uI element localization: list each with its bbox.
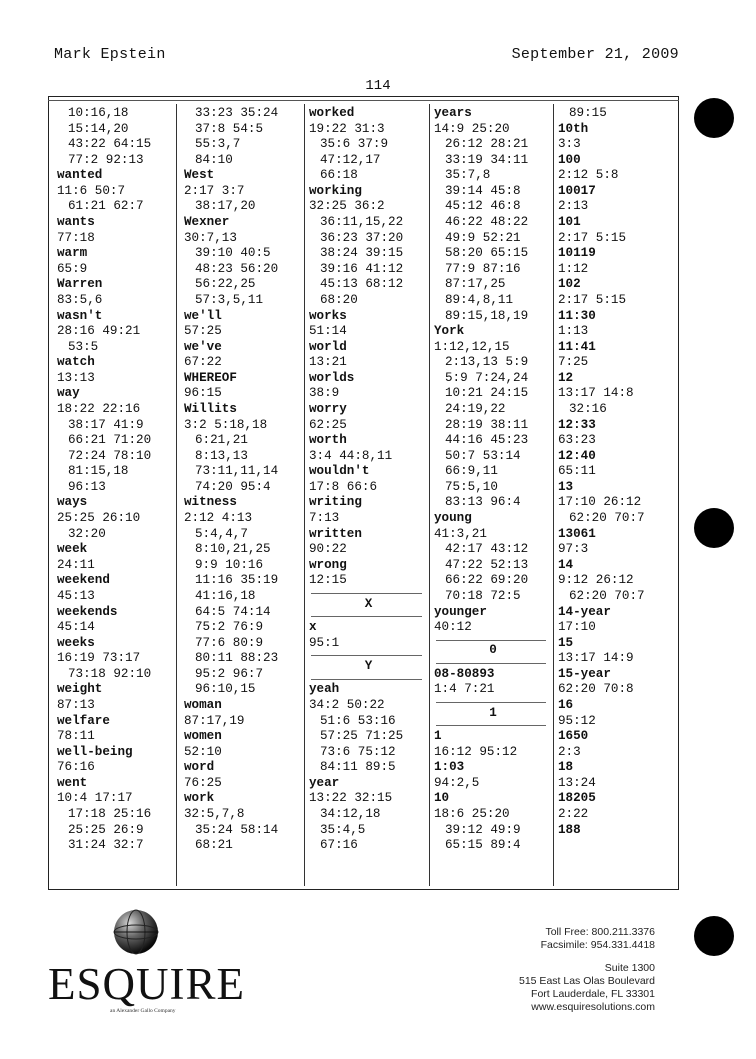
index-page-refs: 51:14 — [309, 324, 347, 339]
index-column-1 — [57, 106, 175, 854]
index-page-refs: 65:15 89:4 — [445, 838, 521, 853]
column-divider — [304, 104, 305, 886]
index-page-refs: 57:25 — [184, 324, 222, 339]
index-page-refs: 7:25 — [558, 355, 589, 370]
index-term: year — [309, 775, 340, 790]
deposition-date: September 21, 2009 — [511, 46, 679, 63]
index-term: wanted — [57, 168, 103, 183]
index-term: worth — [309, 433, 347, 448]
index-page-refs: 55:3,7 — [195, 137, 241, 152]
index-page-refs: 18:6 25:20 — [434, 806, 510, 821]
index-term: 1650 — [558, 729, 589, 744]
index-term: 16 — [558, 697, 574, 712]
binder-hole — [694, 916, 734, 956]
index-page-refs: 25:25 26:9 — [68, 822, 144, 837]
index-page-refs: 63:23 — [558, 433, 596, 448]
section-divider — [434, 659, 552, 667]
index-page-refs: 83:5,6 — [57, 292, 103, 307]
index-term: 13 — [558, 479, 574, 494]
index-page-refs: 9:12 26:12 — [558, 573, 634, 588]
column-divider — [176, 104, 177, 886]
index-page-refs: 32:5,7,8 — [184, 807, 245, 822]
index-page-refs: 26:12 28:21 — [445, 137, 529, 152]
index-page-refs: 1:4 7:21 — [434, 682, 495, 697]
index-page-refs: 16:19 73:17 — [57, 651, 141, 666]
index-page-refs: 2:17 5:15 — [558, 292, 627, 307]
index-page-refs: 2:22 — [558, 807, 589, 822]
globe-logo-icon — [112, 908, 160, 956]
index-page-refs: 87:17,25 — [445, 277, 506, 292]
index-term: writing — [309, 495, 362, 510]
toll-free-number: Toll Free: 800.211.3376 — [545, 926, 655, 938]
index-page-refs: 2:17 3:7 — [184, 183, 245, 198]
index-page-refs: 56:22,25 — [195, 277, 256, 292]
index-page-refs: 65:9 — [57, 261, 88, 276]
index-page-refs: 13:22 32:15 — [309, 791, 393, 806]
section-divider — [309, 612, 428, 620]
index-page-refs: 25:25 26:10 — [57, 511, 141, 526]
index-page-refs: 32:16 — [569, 401, 607, 416]
index-page-refs: 76:16 — [57, 760, 95, 775]
index-page-refs: 9:9 10:16 — [195, 557, 264, 572]
index-page-refs: 13:21 — [309, 355, 347, 370]
page-number: 114 — [365, 78, 391, 94]
index-page-refs: 81:15,18 — [68, 464, 129, 479]
index-page-refs: 3:2 5:18,18 — [184, 417, 268, 432]
index-page-refs: 2:13,13 5:9 — [445, 355, 529, 370]
index-term: week — [57, 542, 88, 557]
index-page-refs: 2:12 5:8 — [558, 168, 619, 183]
index-term: work — [184, 791, 215, 806]
address-city: Fort Lauderdale, FL 33301 — [531, 988, 655, 1000]
index-term: 13061 — [558, 526, 596, 541]
facsimile-number: Facsimile: 954.331.4418 — [540, 939, 655, 951]
index-term: York — [434, 324, 465, 339]
index-page-refs: 17:18 25:16 — [68, 807, 152, 822]
index-page-refs: 77:9 87:16 — [445, 261, 521, 276]
index-page-refs: 58:20 65:15 — [445, 246, 529, 261]
index-page-refs: 8:10,21,25 — [195, 542, 271, 557]
index-page-refs: 80:11 88:23 — [195, 651, 279, 666]
index-page-refs: 19:22 31:3 — [309, 121, 385, 136]
index-page-refs: 89:15 — [569, 106, 607, 120]
index-page-refs: 13:17 14:8 — [558, 386, 634, 401]
index-term: ways — [57, 495, 88, 510]
index-term: warm — [57, 246, 88, 261]
index-page-refs: 10:4 17:17 — [57, 791, 133, 806]
address-block — [519, 962, 655, 1014]
index-page-refs: 36:23 37:20 — [320, 230, 404, 245]
index-page-refs: 38:17 41:9 — [68, 417, 144, 432]
index-page-refs: 77:6 80:9 — [195, 635, 264, 650]
index-page-refs: 90:22 — [309, 542, 347, 557]
index-page-refs: 52:10 — [184, 744, 222, 759]
index-page-refs: 6:21,21 — [195, 433, 248, 448]
section-divider — [434, 698, 552, 706]
index-page-refs: 35:7,8 — [445, 168, 491, 183]
index-page-refs: 66:22 69:20 — [445, 573, 529, 588]
index-page-refs: 95:12 — [558, 713, 596, 728]
index-term: women — [184, 729, 222, 744]
index-page-refs: 62:20 70:8 — [558, 682, 634, 697]
index-page-refs: 87:13 — [57, 697, 95, 712]
index-page-refs: 49:9 52:21 — [445, 230, 521, 245]
index-page-refs: 35:4,5 — [320, 822, 366, 837]
index-page-refs: 95:1 — [309, 635, 340, 650]
index-term: 10017 — [558, 183, 596, 198]
index-page-refs: 42:17 43:12 — [445, 542, 529, 557]
index-page-refs: 74:20 95:4 — [195, 479, 271, 494]
index-page-refs: 15:14,20 — [68, 121, 129, 136]
index-page-refs: 89:4,8,11 — [445, 292, 514, 307]
index-page-refs: 35:6 37:9 — [320, 137, 389, 152]
index-page-refs: 11:16 35:19 — [195, 573, 279, 588]
index-top-rule — [48, 100, 679, 101]
index-page-refs: 83:13 96:4 — [445, 495, 521, 510]
binder-hole — [694, 98, 734, 138]
index-page-refs: 24:11 — [57, 557, 95, 572]
index-term: 08-80893 — [434, 666, 495, 681]
index-page-refs: 94:2,5 — [434, 775, 480, 790]
section-letter-heading: 0 — [489, 643, 497, 658]
index-page-refs: 57:25 71:25 — [320, 729, 404, 744]
index-page-refs: 45:13 68:12 — [320, 277, 404, 292]
index-page-refs: 17:8 66:6 — [309, 479, 378, 494]
index-page-refs: 1:13 — [558, 324, 589, 339]
index-page-refs: 47:22 52:13 — [445, 557, 529, 572]
index-term: 18205 — [558, 791, 596, 806]
section-divider — [309, 675, 428, 683]
index-page-refs: 35:24 58:14 — [195, 822, 279, 837]
index-term: 11:41 — [558, 339, 596, 354]
index-term: 12:40 — [558, 448, 596, 463]
index-term: West — [184, 168, 215, 183]
index-page-refs: 48:23 56:20 — [195, 261, 279, 276]
company-logo-text: ESQUIRE — [48, 959, 245, 1009]
deponent-name: Mark Epstein — [54, 46, 166, 63]
index-page-refs: 67:22 — [184, 355, 222, 370]
index-page-refs: 84:11 89:5 — [320, 760, 396, 775]
index-page-refs: 84:10 — [195, 152, 233, 167]
index-page-refs: 3:4 44:8,11 — [309, 448, 393, 463]
index-page-refs: 77:18 — [57, 230, 95, 245]
index-page-refs: 38:17,20 — [195, 199, 256, 214]
section-letter-heading: Y — [364, 659, 373, 673]
index-term: we'll — [184, 308, 222, 323]
index-page-refs: 1:12 — [558, 261, 589, 276]
index-page-refs: 96:13 — [68, 479, 106, 494]
index-term: Wexner — [184, 215, 230, 230]
index-page-refs: 57:3,5,11 — [195, 292, 264, 307]
section-letter-heading: X — [364, 596, 373, 611]
index-term: 11:30 — [558, 308, 596, 323]
index-term: 12:33 — [558, 417, 596, 432]
index-page-refs: 96:10,15 — [195, 682, 256, 697]
index-page-refs: 95:2 96:7 — [195, 666, 264, 681]
index-page-refs: 13:13 — [57, 370, 95, 385]
index-term: 102 — [558, 277, 581, 292]
index-page-refs: 66:21 71:20 — [68, 433, 152, 448]
index-term: working — [309, 183, 362, 198]
index-page-refs: 65:11 — [558, 464, 596, 479]
index-page-refs: 66:9,11 — [445, 464, 498, 479]
index-term: well-being — [57, 744, 133, 759]
index-page-refs: 36:11,15,22 — [320, 215, 404, 230]
index-page-refs: 2:13 — [558, 199, 589, 214]
column-divider — [429, 104, 430, 886]
index-page-refs: 53:5 — [68, 339, 99, 354]
index-page-refs: 40:12 — [434, 620, 472, 635]
index-page-refs: 18:22 22:16 — [57, 401, 141, 416]
index-term: weekends — [57, 604, 118, 619]
index-page-refs: 72:24 78:10 — [68, 448, 152, 463]
index-page-refs: 46:22 48:22 — [445, 215, 529, 230]
index-page-refs: 16:12 95:12 — [434, 744, 518, 759]
index-column-5 — [558, 106, 676, 838]
index-page-refs: 73:11,11,14 — [195, 464, 279, 479]
index-page-refs: 76:25 — [184, 775, 222, 790]
index-page-refs: 73:18 92:10 — [68, 666, 152, 681]
index-page-refs: 28:19 38:11 — [445, 417, 529, 432]
index-page-refs: 31:24 32:7 — [68, 838, 144, 853]
index-term: 14 — [558, 557, 574, 572]
index-page-refs: 11:6 50:7 — [57, 183, 126, 198]
index-page-refs: 17:10 — [558, 620, 596, 635]
section-divider — [309, 589, 428, 597]
index-page-refs: 47:12,17 — [320, 152, 381, 167]
index-term: wants — [57, 215, 95, 230]
index-page-refs: 24:19,22 — [445, 401, 506, 416]
index-term: 10th — [558, 121, 589, 136]
index-term: worked — [309, 106, 355, 120]
index-page-refs: 33:19 34:11 — [445, 152, 529, 167]
index-page-refs: 66:18 — [320, 168, 358, 183]
index-page-refs: 39:16 41:12 — [320, 261, 404, 276]
section-divider — [434, 721, 552, 729]
company-website[interactable]: www.esquiresolutions.com — [531, 1001, 655, 1013]
index-page-refs: 43:22 64:15 — [68, 137, 152, 152]
index-column-2 — [184, 106, 303, 854]
index-page-refs: 1:12,12,15 — [434, 339, 510, 354]
index-page-refs: 62:20 70:7 — [569, 511, 645, 526]
index-term: world — [309, 339, 347, 354]
index-page-refs: 62:25 — [309, 417, 347, 432]
index-page-refs: 12:15 — [309, 573, 347, 588]
index-page-refs: 39:12 49:9 — [445, 822, 521, 837]
index-column-4 — [434, 106, 552, 854]
index-term: written — [309, 526, 362, 541]
index-term: worry — [309, 401, 347, 416]
index-page-refs: 13:24 — [558, 775, 596, 790]
index-page-refs: 37:8 54:5 — [195, 121, 264, 136]
index-page-refs: 10:16,18 — [68, 106, 129, 120]
index-page-refs: 51:6 53:16 — [320, 713, 396, 728]
index-page-refs: 77:2 92:13 — [68, 152, 144, 167]
section-divider — [434, 636, 552, 644]
index-term: years — [434, 106, 472, 120]
index-page-refs: 38:9 — [309, 386, 340, 401]
index-term: 14-year — [558, 604, 611, 619]
index-term: way — [57, 386, 80, 401]
address-street: 515 East Las Olas Boulevard — [519, 975, 655, 987]
index-page-refs: 17:10 26:12 — [558, 495, 642, 510]
index-term: Willits — [184, 401, 237, 416]
index-term: 15 — [558, 635, 574, 650]
index-term: weekend — [57, 573, 110, 588]
index-page-refs: 8:13,13 — [195, 448, 248, 463]
index-column-3 — [309, 106, 428, 854]
index-page-refs: 73:6 75:12 — [320, 744, 396, 759]
index-term: younger — [434, 604, 487, 619]
index-page-refs: 32:20 — [68, 526, 106, 541]
index-page-refs: 87:17,19 — [184, 713, 245, 728]
index-page-refs: 33:23 35:24 — [195, 106, 279, 120]
section-letter-heading: 1 — [489, 705, 497, 720]
index-page-refs: 2:3 — [558, 744, 581, 759]
index-page-refs: 45:14 — [57, 620, 95, 635]
index-term: welfare — [57, 713, 110, 728]
index-page-refs: 62:20 70:7 — [569, 588, 645, 603]
index-term: weeks — [57, 635, 95, 650]
company-logo-subtitle: an Alexander Gallo Company — [110, 1008, 176, 1014]
index-page-refs: 38:24 39:15 — [320, 246, 404, 261]
index-term: Warren — [57, 277, 103, 292]
index-page-refs: 28:16 49:21 — [57, 324, 141, 339]
index-term: 18 — [558, 760, 574, 775]
index-page-refs: 61:21 62:7 — [68, 199, 144, 214]
index-page-refs: 75:5,10 — [445, 479, 498, 494]
section-divider — [309, 651, 428, 659]
contact-phone-block — [541, 926, 655, 952]
index-term: 1 — [434, 729, 442, 744]
index-page-refs: 64:5 74:14 — [195, 604, 271, 619]
index-page-refs: 34:12,18 — [320, 806, 381, 821]
index-term: works — [309, 308, 347, 323]
index-page-refs: 75:2 76:9 — [195, 620, 264, 635]
index-term: young — [434, 511, 472, 526]
index-page-refs: 78:11 — [57, 729, 95, 744]
index-term: 15-year — [558, 666, 611, 681]
index-page-refs: 5:9 7:24,24 — [445, 370, 529, 385]
index-term: WHEREOF — [184, 370, 237, 385]
index-page-refs: 2:17 5:15 — [558, 230, 627, 245]
index-term: weight — [57, 682, 103, 697]
index-term: wasn't — [57, 308, 103, 323]
index-page-refs: 68:21 — [195, 838, 233, 853]
index-page-refs: 45:13 — [57, 588, 95, 603]
index-term: yeah — [309, 682, 340, 697]
index-term: wrong — [309, 557, 347, 572]
index-term: 100 — [558, 152, 581, 167]
index-page-refs: 3:3 — [558, 137, 581, 152]
index-term: went — [57, 775, 88, 790]
binder-hole — [694, 508, 734, 548]
index-page-refs: 32:25 36:2 — [309, 199, 385, 214]
index-page-refs: 97:3 — [558, 542, 589, 557]
index-page-refs: 89:15,18,19 — [445, 308, 529, 323]
index-page-refs: 44:16 45:23 — [445, 433, 529, 448]
index-page-refs: 41:16,18 — [195, 588, 256, 603]
index-term: we've — [184, 339, 222, 354]
index-term: 12 — [558, 370, 574, 385]
index-page-refs: 41:3,21 — [434, 526, 487, 541]
index-page-refs: 7:13 — [309, 511, 340, 526]
index-page-refs: 10:21 24:15 — [445, 386, 529, 401]
index-term: 101 — [558, 215, 581, 230]
index-term: worlds — [309, 370, 355, 385]
index-page-refs: 34:2 50:22 — [309, 697, 385, 712]
index-page-refs: 96:15 — [184, 386, 222, 401]
index-page-refs: 14:9 25:20 — [434, 121, 510, 136]
index-page-refs: 68:20 — [320, 292, 358, 307]
index-page-refs: 50:7 53:14 — [445, 448, 521, 463]
index-term: word — [184, 760, 215, 775]
index-page-refs: 13:17 14:9 — [558, 651, 634, 666]
index-page-refs: 2:12 4:13 — [184, 511, 253, 526]
index-page-refs: 45:12 46:8 — [445, 199, 521, 214]
index-term: 188 — [558, 822, 581, 837]
index-term: 10119 — [558, 246, 596, 261]
index-term: wouldn't — [309, 464, 370, 479]
index-page-refs: 30:7,13 — [184, 230, 237, 245]
index-term: watch — [57, 355, 95, 370]
index-term: 10 — [434, 791, 450, 806]
index-page-refs: 39:10 40:5 — [195, 246, 271, 261]
index-term: 1:03 — [434, 760, 465, 775]
index-page-refs: 67:16 — [320, 838, 358, 853]
index-term: witness — [184, 495, 237, 510]
index-term: x — [309, 620, 317, 635]
address-suite: Suite 1300 — [604, 962, 655, 974]
column-divider — [553, 104, 554, 886]
index-page-refs: 70:18 72:5 — [445, 588, 521, 603]
index-page-refs: 39:14 45:8 — [445, 183, 521, 198]
index-page-refs: 5:4,4,7 — [195, 526, 248, 541]
index-term: woman — [184, 697, 222, 712]
